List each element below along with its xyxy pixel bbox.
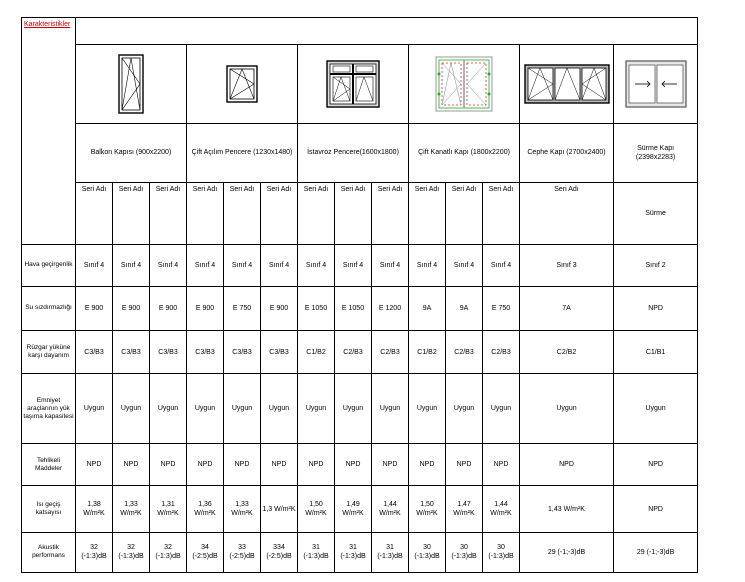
value-cell: E 750: [483, 286, 520, 330]
value-cell: Sınıf 4: [298, 244, 335, 286]
value-cell: NPD: [335, 444, 372, 486]
value-cell: 32 (-1:3)dB: [76, 532, 113, 572]
value-cell: C2/B3: [483, 331, 520, 374]
row-label: Emniyet araçlarının yük taşıma kapasitesi: [22, 374, 76, 444]
value-cell: 30 (-1:3)dB: [446, 532, 483, 572]
value-cell: C2/B3: [372, 331, 409, 374]
product-name: Sürme Kapı (2398x2283): [614, 124, 698, 183]
value-cell: Uygun: [372, 374, 409, 444]
value-cell: Uygun: [614, 374, 698, 444]
value-cell: C2/B2: [520, 331, 614, 374]
product-name: Balkon Kapısı (900x2200): [76, 124, 187, 183]
value-cell: 1,49 W/m²K: [335, 486, 372, 532]
value-cell: NPD: [614, 486, 698, 532]
value-cell: Sınıf 4: [224, 244, 261, 286]
value-cell: NPD: [614, 286, 698, 330]
value-cell: 29 (-1;-3)dB: [614, 532, 698, 572]
product-name: İstavroz Pencere(1600x1800): [298, 124, 409, 183]
top-empty-cell: [76, 18, 698, 45]
value-cell: Uygun: [298, 374, 335, 444]
value-cell: C3/B3: [187, 331, 224, 374]
value-cell: C3/B3: [261, 331, 298, 374]
series-name: Seri Adı: [446, 182, 483, 244]
value-cell: 32 (-1:3)dB: [113, 532, 150, 572]
value-cell: 31 (-1:3)dB: [372, 532, 409, 572]
value-cell: NPD: [113, 444, 150, 486]
value-cell: NPD: [520, 444, 614, 486]
value-cell: C1/B2: [298, 331, 335, 374]
value-cell: 1,44 W/m²K: [483, 486, 520, 532]
value-cell: C3/B3: [224, 331, 261, 374]
value-cell: Uygun: [446, 374, 483, 444]
series-name: Seri Adı: [520, 182, 614, 244]
series-name: Seri Adı: [224, 182, 261, 244]
series-name: Seri Adı: [335, 182, 372, 244]
value-cell: Uygun: [113, 374, 150, 444]
tilt-turn-window-icon: [187, 44, 298, 123]
value-cell: NPD: [261, 444, 298, 486]
value-cell: Sınıf 4: [483, 244, 520, 286]
value-cell: C2/B3: [446, 331, 483, 374]
value-cell: Sınıf 4: [446, 244, 483, 286]
value-cell: Uygun: [409, 374, 446, 444]
value-cell: NPD: [298, 444, 335, 486]
value-cell: NPD: [150, 444, 187, 486]
transom-window-icon: [298, 44, 409, 123]
value-cell: E 900: [187, 286, 224, 330]
value-cell: Sınıf 4: [409, 244, 446, 286]
series-name: Seri Adı: [187, 182, 224, 244]
value-cell: 1,47 W/m²K: [446, 486, 483, 532]
product-name: Çift Açılım Pencere (1230x1480): [187, 124, 298, 183]
characteristics-table: [21, 17, 698, 573]
table-row: [22, 486, 698, 532]
header-characteristics: Karakteristikler: [22, 18, 76, 245]
value-cell: Sınıf 4: [113, 244, 150, 286]
table-row: [22, 286, 698, 330]
value-cell: NPD: [76, 444, 113, 486]
value-cell: 29 (-1;-3)dB: [520, 532, 614, 572]
value-cell: NPD: [224, 444, 261, 486]
value-cell: E 750: [224, 286, 261, 330]
value-cell: 9A: [409, 286, 446, 330]
value-cell: 1,50 W/m²K: [298, 486, 335, 532]
value-cell: 32 (-1:3)dB: [150, 532, 187, 572]
value-cell: Sınıf 3: [520, 244, 614, 286]
value-cell: Sınıf 4: [76, 244, 113, 286]
value-cell: NPD: [187, 444, 224, 486]
value-cell: Uygun: [483, 374, 520, 444]
value-cell: Sınıf 4: [150, 244, 187, 286]
value-cell: 7A: [520, 286, 614, 330]
balcony-door-icon: [76, 44, 187, 123]
row-label: Rüzgar yüküne karşı dayanım: [22, 331, 76, 374]
product-name: Cephe Kapı (2700x2400): [520, 124, 614, 183]
value-cell: C3/B3: [113, 331, 150, 374]
value-cell: 9A: [446, 286, 483, 330]
value-cell: 1,50 W/m²K: [409, 486, 446, 532]
value-cell: Uygun: [520, 374, 614, 444]
value-cell: E 900: [76, 286, 113, 330]
facade-door-icon: [520, 44, 614, 123]
series-name: Seri Adı: [261, 182, 298, 244]
double-door-icon: [409, 44, 520, 123]
value-cell: Sınıf 2: [614, 244, 698, 286]
value-cell: E 900: [113, 286, 150, 330]
table-row: [22, 244, 698, 286]
value-cell: 30 (-1:3)dB: [483, 532, 520, 572]
value-cell: NPD: [409, 444, 446, 486]
table-row: [22, 374, 698, 444]
series-name: Seri Adı: [150, 182, 187, 244]
series-name: Seri Adı: [372, 182, 409, 244]
table-row: [22, 532, 698, 572]
value-cell: 1,33 W/m²K: [113, 486, 150, 532]
row-label: Tehlikeli Maddeler: [22, 444, 76, 486]
value-cell: C3/B3: [150, 331, 187, 374]
value-cell: E 1200: [372, 286, 409, 330]
row-label: Hava geçirgenlik: [22, 244, 76, 286]
row-label: Su sızdırmazlığı: [22, 286, 76, 330]
series-name: Seri Adı: [298, 182, 335, 244]
product-name: Çift Kanatlı Kapı (1800x2200): [409, 124, 520, 183]
series-name: Seri Adı: [483, 182, 520, 244]
value-cell: Uygun: [335, 374, 372, 444]
value-cell: 1,3 W/m²K: [261, 486, 298, 532]
value-cell: Uygun: [76, 374, 113, 444]
table-row: [22, 331, 698, 374]
row-label: Akustik performans: [22, 532, 76, 572]
value-cell: Uygun: [150, 374, 187, 444]
value-cell: 1,43 W/m²K: [520, 486, 614, 532]
value-cell: 30 (-1:3)dB: [409, 532, 446, 572]
value-cell: NPD: [446, 444, 483, 486]
value-cell: 31 (-1:3)dB: [335, 532, 372, 572]
value-cell: 334 (-2:5)dB: [261, 532, 298, 572]
value-cell: 31 (-1:3)dB: [298, 532, 335, 572]
value-cell: Uygun: [261, 374, 298, 444]
value-cell: Uygun: [224, 374, 261, 444]
value-cell: E 900: [150, 286, 187, 330]
table-row: [22, 444, 698, 486]
value-cell: Sınıf 4: [261, 244, 298, 286]
series-name: Seri Adı: [76, 182, 113, 244]
series-name: Sürme: [614, 182, 698, 244]
value-cell: E 900: [261, 286, 298, 330]
value-cell: E 1050: [335, 286, 372, 330]
series-name: Seri Adı: [409, 182, 446, 244]
value-cell: 1,38 W/m²K: [76, 486, 113, 532]
value-cell: Sınıf 4: [187, 244, 224, 286]
value-cell: NPD: [614, 444, 698, 486]
value-cell: 1,36 W/m²K: [187, 486, 224, 532]
series-name: Seri Adı: [113, 182, 150, 244]
value-cell: Uygun: [187, 374, 224, 444]
value-cell: C1/B1: [614, 331, 698, 374]
value-cell: NPD: [372, 444, 409, 486]
value-cell: Sınıf 4: [372, 244, 409, 286]
value-cell: 34 (-2:5)dB: [187, 532, 224, 572]
value-cell: 1,44 W/m²K: [372, 486, 409, 532]
value-cell: Sınıf 4: [335, 244, 372, 286]
row-label: Isı geçiş katsayısı: [22, 486, 76, 532]
value-cell: C3/B3: [76, 331, 113, 374]
value-cell: 33 (-2:5)dB: [224, 532, 261, 572]
value-cell: 1,33 W/m²K: [224, 486, 261, 532]
value-cell: NPD: [483, 444, 520, 486]
value-cell: 1,31 W/m²K: [150, 486, 187, 532]
value-cell: E 1050: [298, 286, 335, 330]
value-cell: C2/B3: [335, 331, 372, 374]
value-cell: C1/B2: [409, 331, 446, 374]
sliding-door-icon: [614, 44, 698, 123]
